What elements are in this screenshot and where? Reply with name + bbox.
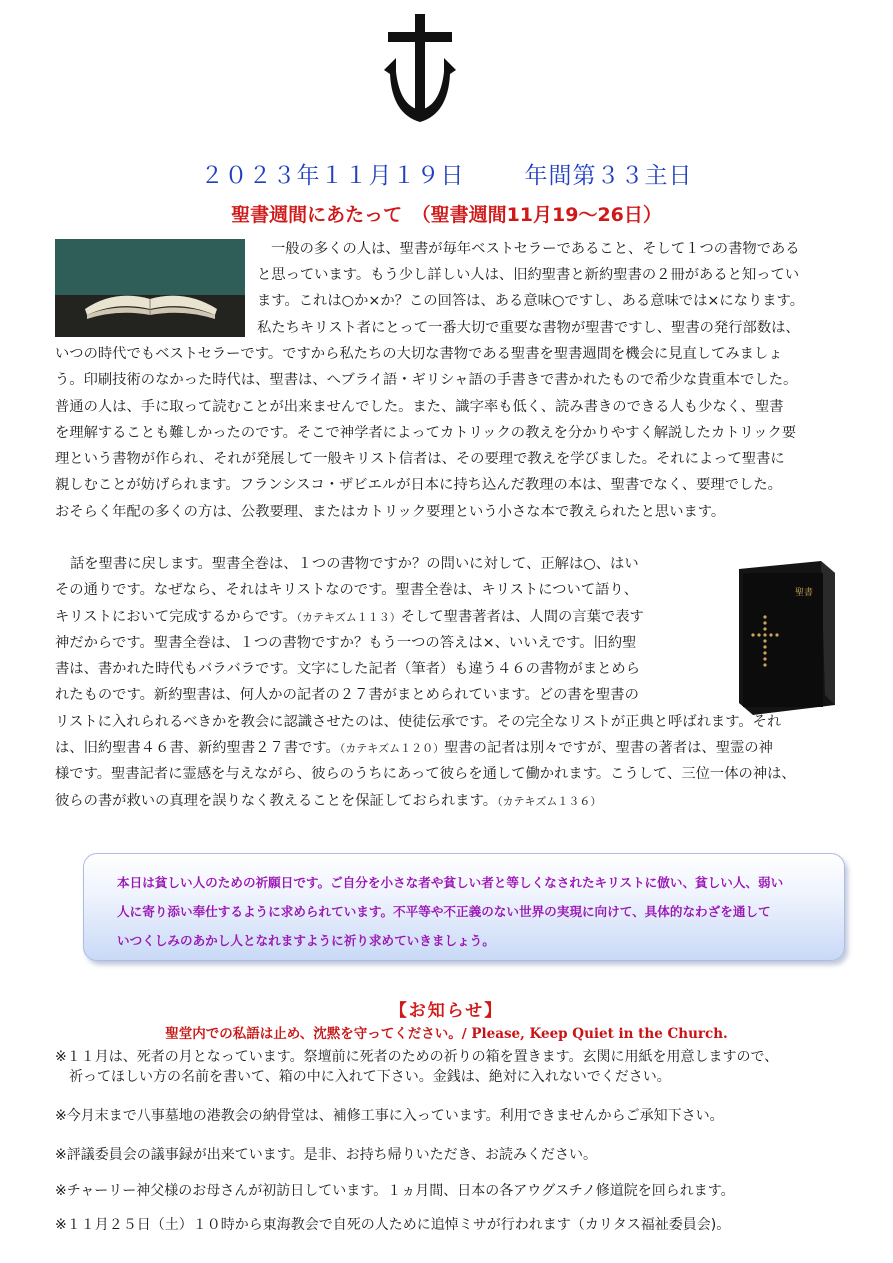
- page-subtitle: 聖書週間にあたって （聖書週間11月19～26日）: [231, 204, 662, 226]
- catechism-ref: （カテキズム１２０）: [339, 742, 445, 756]
- announcement-line: ※１１月は、死者の月となっています。祭壇前に死者のための祈りの箱を置きます。玄関に用紙を用意しますので、: [55, 1049, 779, 1065]
- paragraph-1-indented: [271, 236, 800, 262]
- notice-line: いつくしみのあかし人となれますように祈り求めていきましょう。: [117, 933, 495, 948]
- paragraph-line: [55, 604, 796, 630]
- announcement-item: ※今月末まで八事墓地の港教会の納骨堂は、補修工事に入っています。利用できませんからご承知下さい。: [55, 1108, 724, 1124]
- announcement-item: [55, 1047, 778, 1087]
- notice-line: 人に寄り添い奉仕するように求められています。不平等や不正義のない世界の実現に向けて、具体的なわざを通して: [117, 904, 771, 919]
- paragraph-line: を理解することも難しかったのです。そこで神学者によってカトリックの教えを分かりやすく解説したカトリック要: [55, 424, 797, 441]
- date-text: ２０２３年１１月１９日: [200, 163, 465, 189]
- paragraph-line-text: 彼らの書が救いの真理を誤りなく教えることを保証しておられます。: [55, 792, 498, 809]
- paragraph-line: 理という書物が作られ、それが発展して一般キリスト信者は、その要理で教えを学びました。それによって聖書に: [55, 451, 785, 468]
- quiet-request-en: Please, Keep Quiet in the Church.: [471, 1026, 728, 1042]
- paragraph-line: リストに入れられるべきかを教会に認識させたのは、使徒伝承です。その完全なリストが正典と呼ばれます。それ: [55, 713, 782, 730]
- catechism-ref: （カテキズム１３６）: [497, 794, 602, 808]
- quiet-request-ja: 聖堂内での私語は止め、沈黙を守ってください。/: [165, 1026, 467, 1042]
- quiet-request: [0, 1022, 893, 1042]
- notice-line: 本日は貧しい人のための祈願日です。ご自分を小さな者や貧しい者と等しくなされたキリストに倣い、貧しい人、弱い: [117, 875, 784, 890]
- bible-cover-title: 聖書: [795, 588, 814, 598]
- paragraph-line: 神だからです。聖書全巻は、１つの書物ですか？もう一つの答えは×、いいえです。旧約聖: [55, 634, 637, 651]
- paragraph-line-text: は、旧約聖書４６書、新約聖書２７書です。: [55, 740, 340, 757]
- notice-text: [117, 868, 783, 955]
- catechism-ref: （カテキズム１１３）: [296, 610, 401, 624]
- paragraph-line: [55, 735, 796, 761]
- paragraph-line-text: 話を聖書に戻します。聖書全巻は、１つの書物ですか？の問いに対して、正解は○、はい: [70, 556, 639, 572]
- paragraph-line: う。印刷技術のなかった時代は、聖書は、へブライ語・ギリシャ語の手書きで書かれたもので希少な貴重本でした。: [55, 372, 798, 389]
- paragraph-1-full: [55, 341, 797, 525]
- paragraph-line: 親しむことが妨げられます。フランシスコ・ザビエルが日本に持ち込んだ教理の本は、聖書でなく、要理でした。: [55, 477, 782, 494]
- paragraph-line: と思っています。もう少し詳しい人は、旧約聖書と新約聖書の２冊があると知ってい: [257, 267, 800, 283]
- paragraph-line: いつの時代でもベストセラーです。ですから私たちの大切な書物である聖書を聖書週間を機会に見直してみましょ: [55, 346, 783, 362]
- paragraph-line-text: 聖書の記者は別々ですが、聖書の著者は、聖霊の神: [444, 740, 773, 757]
- announcement-item: ※１１月２５日（土）１０時から東海教会で自死の人ために追悼ミサが行われます（カリタス福祉委員会)。: [55, 1217, 731, 1233]
- date-header: [0, 157, 893, 190]
- paragraph-2: [55, 551, 796, 814]
- announcement-item: ※チャーリー神父様のお母さんが初訪日しています。１ヵ月間、日本の各アウグスチノ修道院を回られます。: [55, 1183, 735, 1199]
- paragraph-line: その通りです。なぜなら、それはキリストなのです。聖書全巻は、キリストについて語り、: [55, 582, 639, 599]
- paragraph-1-beside-image: [257, 262, 804, 341]
- paragraph-line: [55, 551, 796, 577]
- announcement-line: 祈ってほしい方の名前を書いて、箱の中に入れて下さい。金銭は、絶対に入れないでください。: [55, 1069, 671, 1085]
- paragraph-line-text: キリストにおいて完成するからです。: [55, 608, 297, 625]
- paragraph-line: 様です。聖書記者に霊感を与えながら、彼らのうちにあって彼らを通して働かれます。こうして、三位一体の神は、: [55, 766, 796, 783]
- paragraph-line: [55, 788, 796, 814]
- paragraph-line: 私たちキリスト者にとって一番大切で重要な書物が聖書ですし、聖書の発行部数は、: [257, 319, 800, 336]
- paragraph-line: 書は、書かれた時代もバラバラです。文字にした記者（筆者）も違う４６の書物がまとめら: [55, 661, 641, 678]
- anchor-icon: [382, 14, 458, 122]
- paragraph-line: おそらく年配の多くの方は、公教要理、またはカトリック要理という小さな本で教えられたと思います。: [55, 503, 726, 520]
- liturgical-day: 年間第３３主日: [524, 163, 693, 189]
- paragraph-line: 一般の多くの人は、聖書が毎年ベストセラーであること、そして１つの書物である: [271, 241, 800, 257]
- paragraph-line-text: そして聖書著者は、人間の言葉で表す: [400, 608, 644, 625]
- paragraph-line: れたものです。新約聖書は、何人かの記者の２７書がまとめられています。どの書を聖書の: [55, 687, 639, 704]
- paragraph-line: ます。これは○か×か？この回答は、ある意味○ですし、ある意味では×になります。: [257, 293, 805, 310]
- announcement-item: ※評議委員会の議事録が出来ています。是非、お持ち帰りいただき、お読みください。: [55, 1147, 598, 1163]
- announcements-title: 【お知らせ】: [389, 1001, 504, 1021]
- prayer-day-notice: [83, 853, 845, 961]
- open-book-image: [55, 239, 245, 337]
- paragraph-line: 普通の人は、手に取って読むことが出来ませんでした。また、識字率も低く、読み書きのできる人も少なく、聖書: [55, 398, 784, 415]
